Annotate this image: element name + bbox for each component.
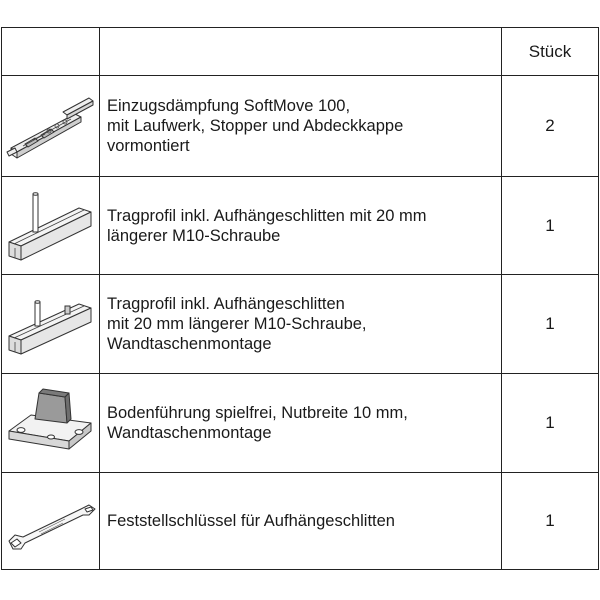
item-description-cell — [100, 473, 502, 570]
description-line: Feststellschlüssel für Aufhängeschlitten — [107, 512, 395, 530]
description-line: mit Laufwerk, Stopper und Abdeckkappe — [107, 117, 404, 135]
table-row — [2, 275, 599, 374]
item-image-cell — [2, 275, 100, 374]
table-row — [2, 473, 599, 570]
item-image-cell — [2, 177, 100, 275]
item-quantity-cell: 2 — [502, 76, 599, 177]
description-line: längerer M10-Schraube — [107, 226, 281, 245]
item-quantity-cell: 1 — [502, 374, 599, 473]
item-quantity-cell: 1 — [502, 473, 599, 570]
spanner-key-icon — [5, 481, 97, 561]
item-description-cell — [100, 374, 502, 473]
description-line: Tragprofil inkl. Aufhängeschlitten — [107, 295, 345, 313]
item-description-cell — [100, 275, 502, 374]
item-description-cell — [100, 76, 502, 177]
item-quantity-cell: 1 — [502, 177, 599, 275]
table-row — [2, 177, 599, 275]
item-quantity-cell: 1 — [502, 275, 599, 374]
table-row — [2, 76, 599, 177]
description-line: Wandtaschenmontage — [107, 335, 272, 353]
parts-list-table — [1, 27, 599, 570]
description-line: Tragprofil inkl. Aufhängeschlitten mit 20 mm — [107, 206, 427, 225]
softmove-damper-icon — [5, 86, 97, 166]
header-description-cell — [100, 28, 502, 76]
description-line: Wandtaschenmontage — [107, 424, 272, 442]
item-description-cell — [100, 177, 502, 275]
item-image-cell — [2, 76, 100, 177]
header-image-cell — [2, 28, 100, 76]
description-line: mit 20 mm längerer M10-Schraube, — [107, 315, 367, 333]
item-image-cell — [2, 473, 100, 570]
table-row — [2, 374, 599, 473]
description-line: vormontiert — [107, 137, 190, 155]
description-line: Einzugsdämpfung SoftMove 100, — [107, 97, 351, 115]
item-image-cell — [2, 374, 100, 473]
support-profile-icon — [5, 186, 97, 266]
support-profile-wall-icon — [5, 284, 97, 364]
description-line: Bodenführung spielfrei, Nutbreite 10 mm, — [107, 404, 408, 422]
table-header-row — [2, 28, 599, 76]
floor-guide-icon — [5, 383, 97, 463]
header-quantity-cell: Stück — [502, 28, 599, 76]
